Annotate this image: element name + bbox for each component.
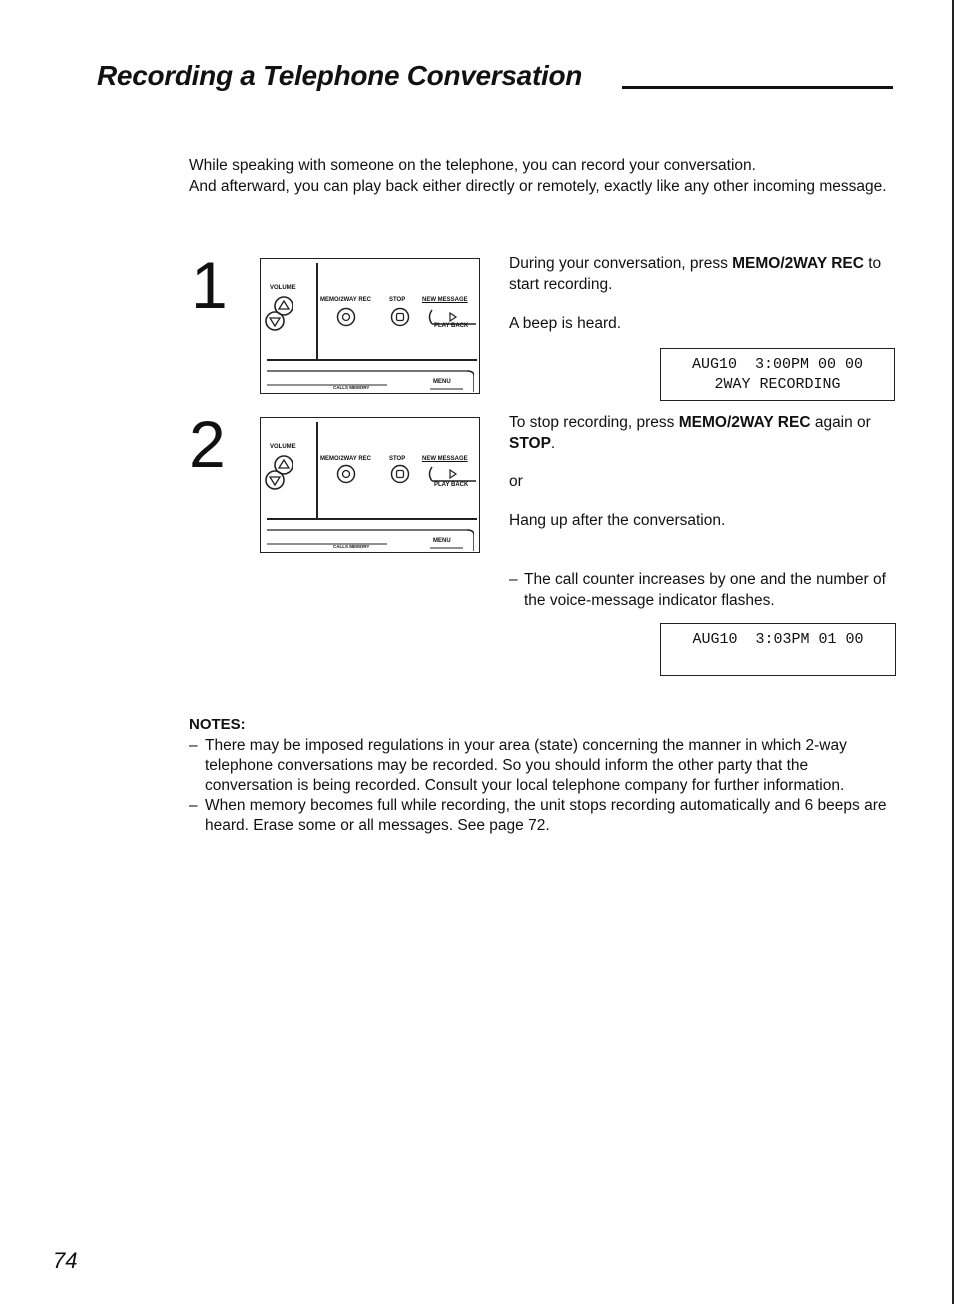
- step-2-instruction: [509, 413, 899, 454]
- step-1-display-line-1: AUG10 3:00PM 00 00: [691, 356, 864, 373]
- step-1-display-line-2: 2WAY RECORDING: [714, 376, 841, 393]
- step-1-instruction: [509, 254, 899, 295]
- memo-rec-button-icon: [336, 464, 356, 484]
- note-item: – There may be imposed regulations in your area (state) concerning the manner in which 2-way telephone conversations may be recorded. So you should inform the other party that the conversation is being recorded. Consult your local telephone company for further information.: [189, 737, 847, 794]
- panel-divider-horizontal: [267, 359, 477, 361]
- menu-label: MENU: [433, 538, 451, 544]
- memo-rec-button-icon: [336, 307, 356, 327]
- memo-rec-label: MEMO/2WAY REC: [320, 297, 372, 303]
- title-rule: [622, 86, 893, 89]
- intro-line-2: And afterward, you can play back either directly or remotely, exactly like any other incoming message.: [189, 177, 887, 195]
- step-2-instruction-end: .: [550, 434, 556, 452]
- step-2-alt-instruction: Hang up after the conversation.: [509, 512, 726, 529]
- step-2-instruction-text: To stop recording, press: [509, 414, 679, 431]
- page-number: 74: [53, 1248, 78, 1273]
- menu-label: MENU: [433, 379, 451, 385]
- step-1-instruction-end: to start recording.: [509, 255, 882, 293]
- new-message-label: NEW MESSAGE: [422, 456, 468, 462]
- intro-line-1: While speaking with someone on the telephone, you can record your conversation.: [189, 157, 756, 174]
- play-back-label: PLAY BACK: [434, 482, 469, 488]
- play-back-label: PLAY BACK: [434, 323, 469, 329]
- step-2-result: – The call counter increases by one and the number of the voice-message indicator flashes.: [509, 571, 886, 609]
- volume-label: VOLUME: [270, 285, 296, 291]
- step-2-key-name: MEMO/2WAY REC: [678, 414, 811, 431]
- calls-memory-label: CALLS MEMORY: [333, 544, 370, 549]
- stop-button-icon: [390, 464, 410, 484]
- page-title: Recording a Telephone Conversation: [97, 60, 583, 91]
- volume-button-icon: [265, 295, 293, 333]
- volume-button-icon: [265, 454, 293, 492]
- notes-heading: NOTES:: [189, 716, 246, 733]
- step-2-stop-key-name: STOP: [509, 434, 551, 452]
- note-item: – When memory becomes full while recording, the unit stops recording automatically and 6 beeps are heard. Erase some or all messages. See page 72.: [189, 797, 887, 834]
- step-2-instruction-middle: again or: [810, 414, 871, 431]
- step-1-instruction-text: During your conversation, press: [509, 255, 733, 272]
- step-1-beep-note: A beep is heard.: [509, 315, 622, 332]
- volume-label: VOLUME: [270, 444, 296, 450]
- step-2-result-text: The call counter increases by one and the number of the voice-message indicator flashes.: [524, 571, 886, 609]
- stop-label: STOP: [389, 297, 406, 303]
- panel-divider-horizontal: [267, 518, 477, 520]
- note-item-text: There may be imposed regulations in your area (state) concerning the manner in which 2-way telephone conversations may be recorded. So you should inform the other party that the conversation is being recorded. Consult your local telephone company for further information.: [205, 737, 847, 794]
- stop-label: STOP: [389, 456, 406, 462]
- step-1-number: 1: [191, 248, 228, 322]
- panel-divider-vertical: [316, 263, 318, 359]
- note-item-text: When memory becomes full while recording, the unit stops recording automatically and 6 beeps are heard. Erase some or all messages. See page 72.: [205, 797, 887, 834]
- calls-memory-label: CALLS MEMORY: [333, 385, 370, 390]
- memo-rec-label: MEMO/2WAY REC: [320, 456, 372, 462]
- step-2-display: [660, 623, 896, 676]
- new-message-label: NEW MESSAGE: [422, 297, 468, 303]
- notes-list: [189, 736, 899, 836]
- step-1-display: [660, 348, 895, 401]
- step-2-or: or: [509, 473, 523, 490]
- step-1-key-name: MEMO/2WAY REC: [732, 255, 864, 272]
- step-2-number: 2: [189, 407, 226, 481]
- stop-button-icon: [390, 307, 410, 327]
- panel-divider-vertical: [316, 422, 318, 518]
- step-2-panel-illustration: [260, 417, 480, 553]
- play-back-button-icon: [426, 466, 476, 482]
- step-1-panel-illustration: [260, 258, 480, 394]
- step-2-display-line-1: AUG10 3:03PM 01 00: [692, 631, 864, 648]
- intro-text: [189, 156, 889, 197]
